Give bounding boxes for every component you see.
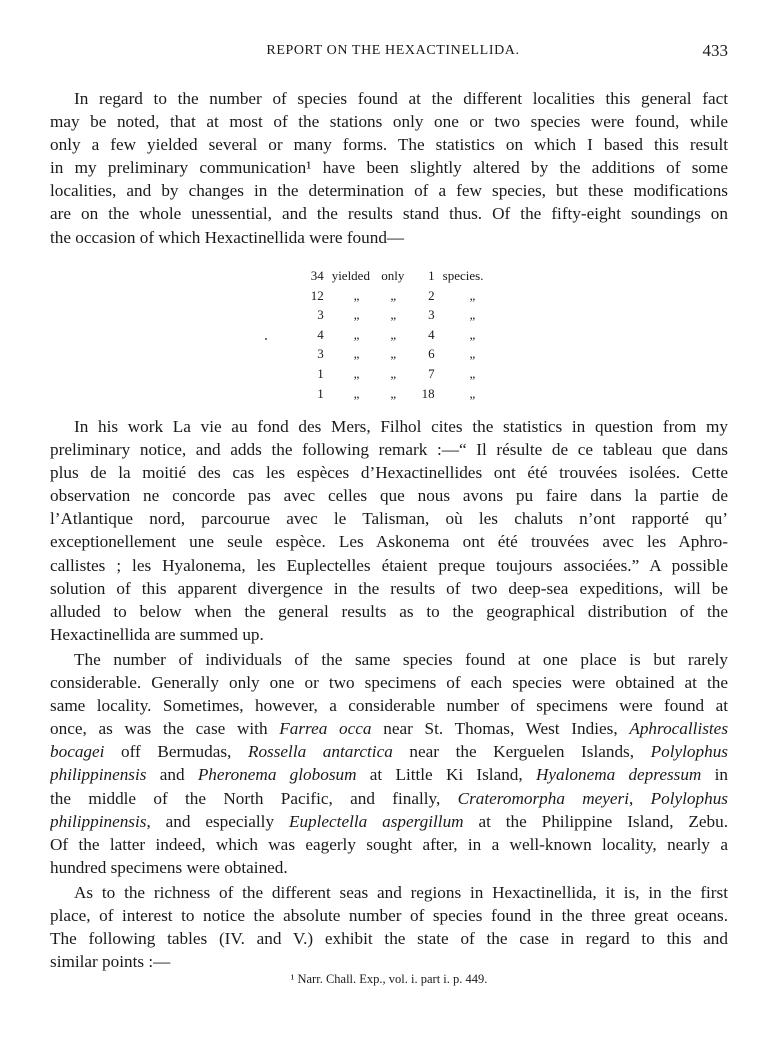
stats-cell: 3 (317, 307, 324, 323)
species-name: Euplectella aspergillum (288, 811, 464, 831)
text-line: similar points :— (50, 952, 171, 972)
paragraph-1 (50, 87, 728, 249)
text-line: exceptionellement une seule espèce. Les Askonema ont été trouvées avec les Aphro- (50, 532, 728, 552)
text-line: in my preliminary communication¹ have been slightly altered by the additions of some (50, 158, 728, 178)
stats-cell: 4 (428, 326, 435, 342)
species-name: Rossella antarctica (247, 742, 393, 762)
stats-cell: „ (390, 385, 397, 401)
text-line: plus de la moitié des cas les espèces d’Hexactinellides ont été trouvées isolées. Cette (50, 463, 728, 483)
species-name: Pheronema globosum (197, 765, 357, 785)
stats-cell: „ (390, 287, 397, 303)
stats-cell: 7 (428, 365, 435, 381)
stats-cell: 1 (317, 385, 324, 401)
stats-cell: „ (353, 287, 360, 303)
stats-cell: „ (390, 307, 397, 323)
text-line: observation ne concorde pas avec celles que nous avons pu faire dans la partie de (50, 486, 728, 506)
footnote: ¹ Narr. Chall. Exp., vol. i. part i. p. 449. (290, 972, 488, 986)
stats-cell: 34 (310, 268, 324, 283)
stats-cell: 6 (428, 346, 435, 362)
stats-cell: „ (353, 326, 360, 342)
text-line: may be noted, that at most of the stations only one or two species were found, while (50, 112, 728, 132)
species-name: Hyalonema depressum (535, 765, 702, 785)
text-line: philippinensis and Pheronema globosum at Little Ki Island, Hyalonema depressum in (50, 765, 728, 785)
stats-cell: 12 (310, 287, 324, 303)
stats-row (302, 384, 502, 404)
species-name: Aphrocallistes (629, 719, 728, 739)
stats-row (302, 364, 502, 384)
print-speck (265, 338, 267, 340)
stats-cell: „ (469, 287, 476, 303)
stats-cell: „ (469, 365, 476, 381)
species-name: Crateromorpha meyeri (457, 788, 630, 808)
stats-cell: species. (442, 268, 484, 283)
text-line: philippinensis, and especially Euplectella aspergillum at the Philippine Island, Zebu. (50, 811, 728, 831)
species-name: philippinensis (50, 765, 147, 785)
stats-cell: only (381, 268, 405, 283)
stats-cell: 1 (317, 365, 324, 381)
text-line: hundred specimens were obtained. (50, 857, 288, 877)
species-name: Farrea occa (279, 719, 372, 739)
species-name: bocagei (50, 742, 105, 762)
running-title: REPORT ON THE HEXACTINELLIDA. (266, 43, 520, 58)
stats-row (302, 344, 502, 364)
text-line: The number of individuals of the same species found at one place is but rarely (74, 650, 728, 669)
stats-cell: „ (390, 346, 397, 362)
text-line: considerable. Generally only one or two specimens of each species were obtained at the (50, 673, 728, 693)
stats-row (302, 286, 502, 306)
text-line: the occasion of which Hexactinellida were found— (50, 227, 405, 247)
stats-cell: „ (469, 326, 476, 342)
species-name: philippinensis (50, 811, 147, 831)
paragraph-4 (50, 881, 728, 973)
text-line: are on the whole unessential, and the results stand thus. Of the fifty-eight soundings on (50, 204, 728, 224)
text-line: In his work La vie au fond des Mers, Filhol cites the statistics in question from my (74, 417, 728, 436)
text-line: In regard to the number of species found at the different localities this general fact (74, 89, 728, 108)
text-line: Of the latter indeed, which was eagerly sought after, in a well-known locality, nearly a (50, 834, 728, 854)
stats-cell: „ (353, 307, 360, 323)
stats-cell: 4 (317, 326, 324, 342)
stations-statistics-table (302, 266, 502, 403)
page (50, 0, 728, 1050)
stats-cell: „ (469, 307, 476, 323)
text-line: the middle of the North Pacific, and finally, Crateromorpha meyeri, Polylophus (50, 788, 728, 808)
text-line: same locality. Sometimes, however, a considerable number of specimens were found at (50, 696, 728, 716)
paragraph-2 (50, 415, 728, 646)
text-line: only a few yielded several or many forms. The statistics on which I based this result (50, 135, 728, 155)
stats-row (302, 305, 502, 325)
stats-cell: yielded (331, 268, 370, 283)
paragraph-3 (50, 648, 728, 879)
stats-cell: „ (353, 346, 360, 362)
stats-cell: „ (390, 326, 397, 342)
page-number: 433 (702, 41, 728, 60)
text-line: Hexactinellida are summed up. (50, 624, 264, 644)
stats-cell: „ (469, 346, 476, 362)
text-line: bocagei off Bermudas, Rossella antarctica near the Kerguelen Islands, Polylophus (50, 742, 728, 762)
text-line: once, as was the case with Farrea occa near St. Thomas, West Indies, Aphrocallistes (50, 719, 728, 739)
stats-cell: 2 (428, 287, 435, 303)
stats-cell: 3 (428, 307, 435, 323)
species-name: Polylophus (650, 742, 728, 762)
text-line: localities, and by changes in the determination of a few species, but these modifications (50, 181, 728, 201)
stats-cell: „ (353, 385, 360, 401)
text-line: preliminary notice, and adds the following remark :—“ Il résulte de ce tableau que dans (50, 440, 728, 460)
stats-row (302, 325, 502, 345)
text-line: solution of this apparent divergence in the results of two deep-sea expeditions, will be (50, 578, 728, 598)
stats-cell: 1 (428, 268, 435, 283)
stats-cell: 3 (317, 346, 324, 362)
text-line: callistes ; les Hyalonema, les Euplectelles étaient preque toujours associées.” A possible (50, 555, 728, 575)
text-line: As to the richness of the different seas and regions in Hexactinellida, it is, in the first (74, 883, 728, 902)
text-line: The following tables (IV. and V.) exhibit the state of the case in regard to this and (50, 929, 728, 949)
text-line: alluded to below when the general results as to the geographical distribution of the (50, 601, 728, 621)
running-head (50, 43, 728, 65)
text-line: l’Atlantique nord, parcourue avec le Talisman, où les chaluts n’ont rapporté qu’ (50, 509, 728, 529)
stats-cell: „ (469, 385, 476, 401)
text-line: place, of interest to notice the absolute number of species found in the three great oceans. (50, 906, 728, 926)
stats-cell: „ (390, 365, 397, 381)
stats-cell: 18 (421, 385, 435, 401)
stats-cell: „ (353, 365, 360, 381)
species-name: Polylophus (650, 788, 728, 808)
stats-row (302, 266, 502, 286)
